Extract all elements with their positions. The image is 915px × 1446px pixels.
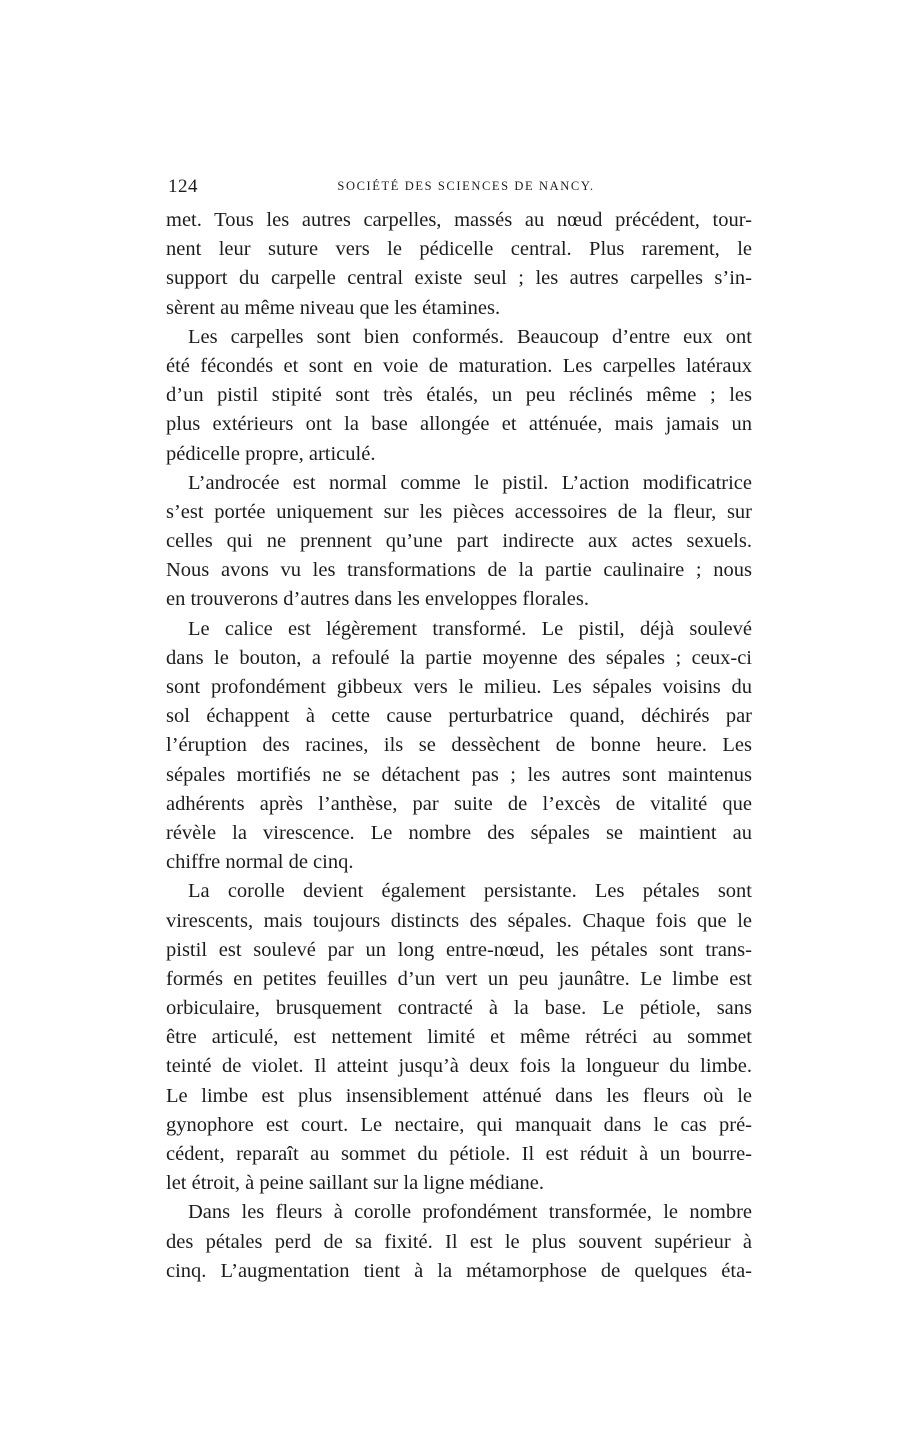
text-line: adhérents après l’anthèse, par suite de l’excès de vitalité que <box>166 792 752 815</box>
text-line: révèle la virescence. Le nombre des sépales se maintient au <box>166 821 752 844</box>
paragraph <box>166 1198 752 1286</box>
text-line: La corolle devient également persistante. Les pétales sont <box>188 880 752 903</box>
text-line: Le calice est légèrement transformé. Le pistil, déjà soulevé <box>188 617 752 640</box>
text-line: nent leur suture vers le pédicelle central. Plus rarement, le <box>166 238 752 261</box>
text-line: orbiculaire, brusquement contracté à la base. Le pétiole, sans <box>166 997 752 1020</box>
paragraph <box>166 877 752 1198</box>
text-line: sol échappent à cette cause perturbatrice quand, déchirés par <box>166 705 752 728</box>
text-line: d’un pistil stipité sont très étalés, un peu réclinés même ; les <box>166 384 752 407</box>
text-line: sèrent au même niveau que les étamines. <box>166 296 501 319</box>
text-line: let étroit, à peine saillant sur la ligne médiane. <box>166 1172 544 1195</box>
paragraph <box>166 615 752 878</box>
text-line: pistil est soulevé par un long entre-nœud, les pétales sont trans- <box>166 938 752 961</box>
text-line: été fécondés et sont en voie de maturation. Les carpelles latéraux <box>166 354 752 377</box>
text-line: cédent, reparaît au sommet du pétiole. Il est réduit à un bourre- <box>166 1143 752 1165</box>
text-line: plus extérieurs ont la base allongée et atténuée, mais jamais un <box>166 413 752 436</box>
text-line: L’androcée est normal comme le pistil. L’action modificatrice <box>188 471 752 494</box>
text-line: chiffre normal de cinq. <box>166 851 354 874</box>
text-line: support du carpelle central existe seul ; les autres carpelles s’in- <box>166 267 752 290</box>
paragraph <box>166 469 752 615</box>
text-line: virescents, mais toujours distincts des sépales. Chaque fois que le <box>166 909 752 932</box>
text-line: des pétales perd de sa fixité. Il est le plus souvent supérieur à <box>166 1230 752 1253</box>
text-line: Nous avons vu les transformations de la partie caulinaire ; nous <box>166 559 752 582</box>
text-line: teinté de violet. Il atteint jusqu’à deux fois la longueur du limbe. <box>166 1055 752 1078</box>
text-line: Les carpelles sont bien conformés. Beaucoup d’entre eux ont <box>188 325 752 348</box>
text-line: pédicelle propre, articulé. <box>166 442 376 465</box>
paragraph <box>166 323 752 469</box>
text-line: sont profondément gibbeux vers le milieu. Les sépales voisins du <box>166 676 752 698</box>
text-line: formés en petites feuilles d’un vert un peu jaunâtre. Le limbe est <box>166 967 752 990</box>
text-line: Dans les fleurs à corolle profondément transformée, le nombre <box>188 1201 752 1224</box>
page-header <box>168 176 750 198</box>
text-line: cinq. L’augmentation tient à la métamorphose de quelques éta- <box>166 1259 752 1282</box>
text-line: en trouverons d’autres dans les enveloppes florales. <box>166 588 589 611</box>
text-line: sépales mortifiés ne se détachent pas ; les autres sont maintenus <box>166 763 752 786</box>
page-number: 124 <box>168 176 198 197</box>
text-line: celles qui ne prennent qu’une part indirecte aux actes sexuels. <box>166 530 752 553</box>
text-line: met. Tous les autres carpelles, massés au nœud précédent, tour- <box>166 209 752 231</box>
text-line: être articulé, est nettement limité et même rétréci au sommet <box>166 1026 752 1049</box>
paragraph <box>166 206 752 323</box>
text-line: s’est portée uniquement sur les pièces accessoires de la fleur, sur <box>166 500 752 523</box>
running-title: SOCIÉTÉ DES SCIENCES DE NANCY. <box>337 179 595 193</box>
text-line: Le limbe est plus insensiblement atténué dans les fleurs où le <box>166 1084 752 1107</box>
body-text <box>166 206 752 1286</box>
text-line: gynophore est court. Le nectaire, qui manquait dans le cas pré- <box>166 1113 752 1136</box>
text-line: l’éruption des racines, ils se dessèchent de bonne heure. Les <box>166 734 752 757</box>
text-line: dans le bouton, a refoulé la partie moyenne des sépales ; ceux-ci <box>166 646 752 669</box>
